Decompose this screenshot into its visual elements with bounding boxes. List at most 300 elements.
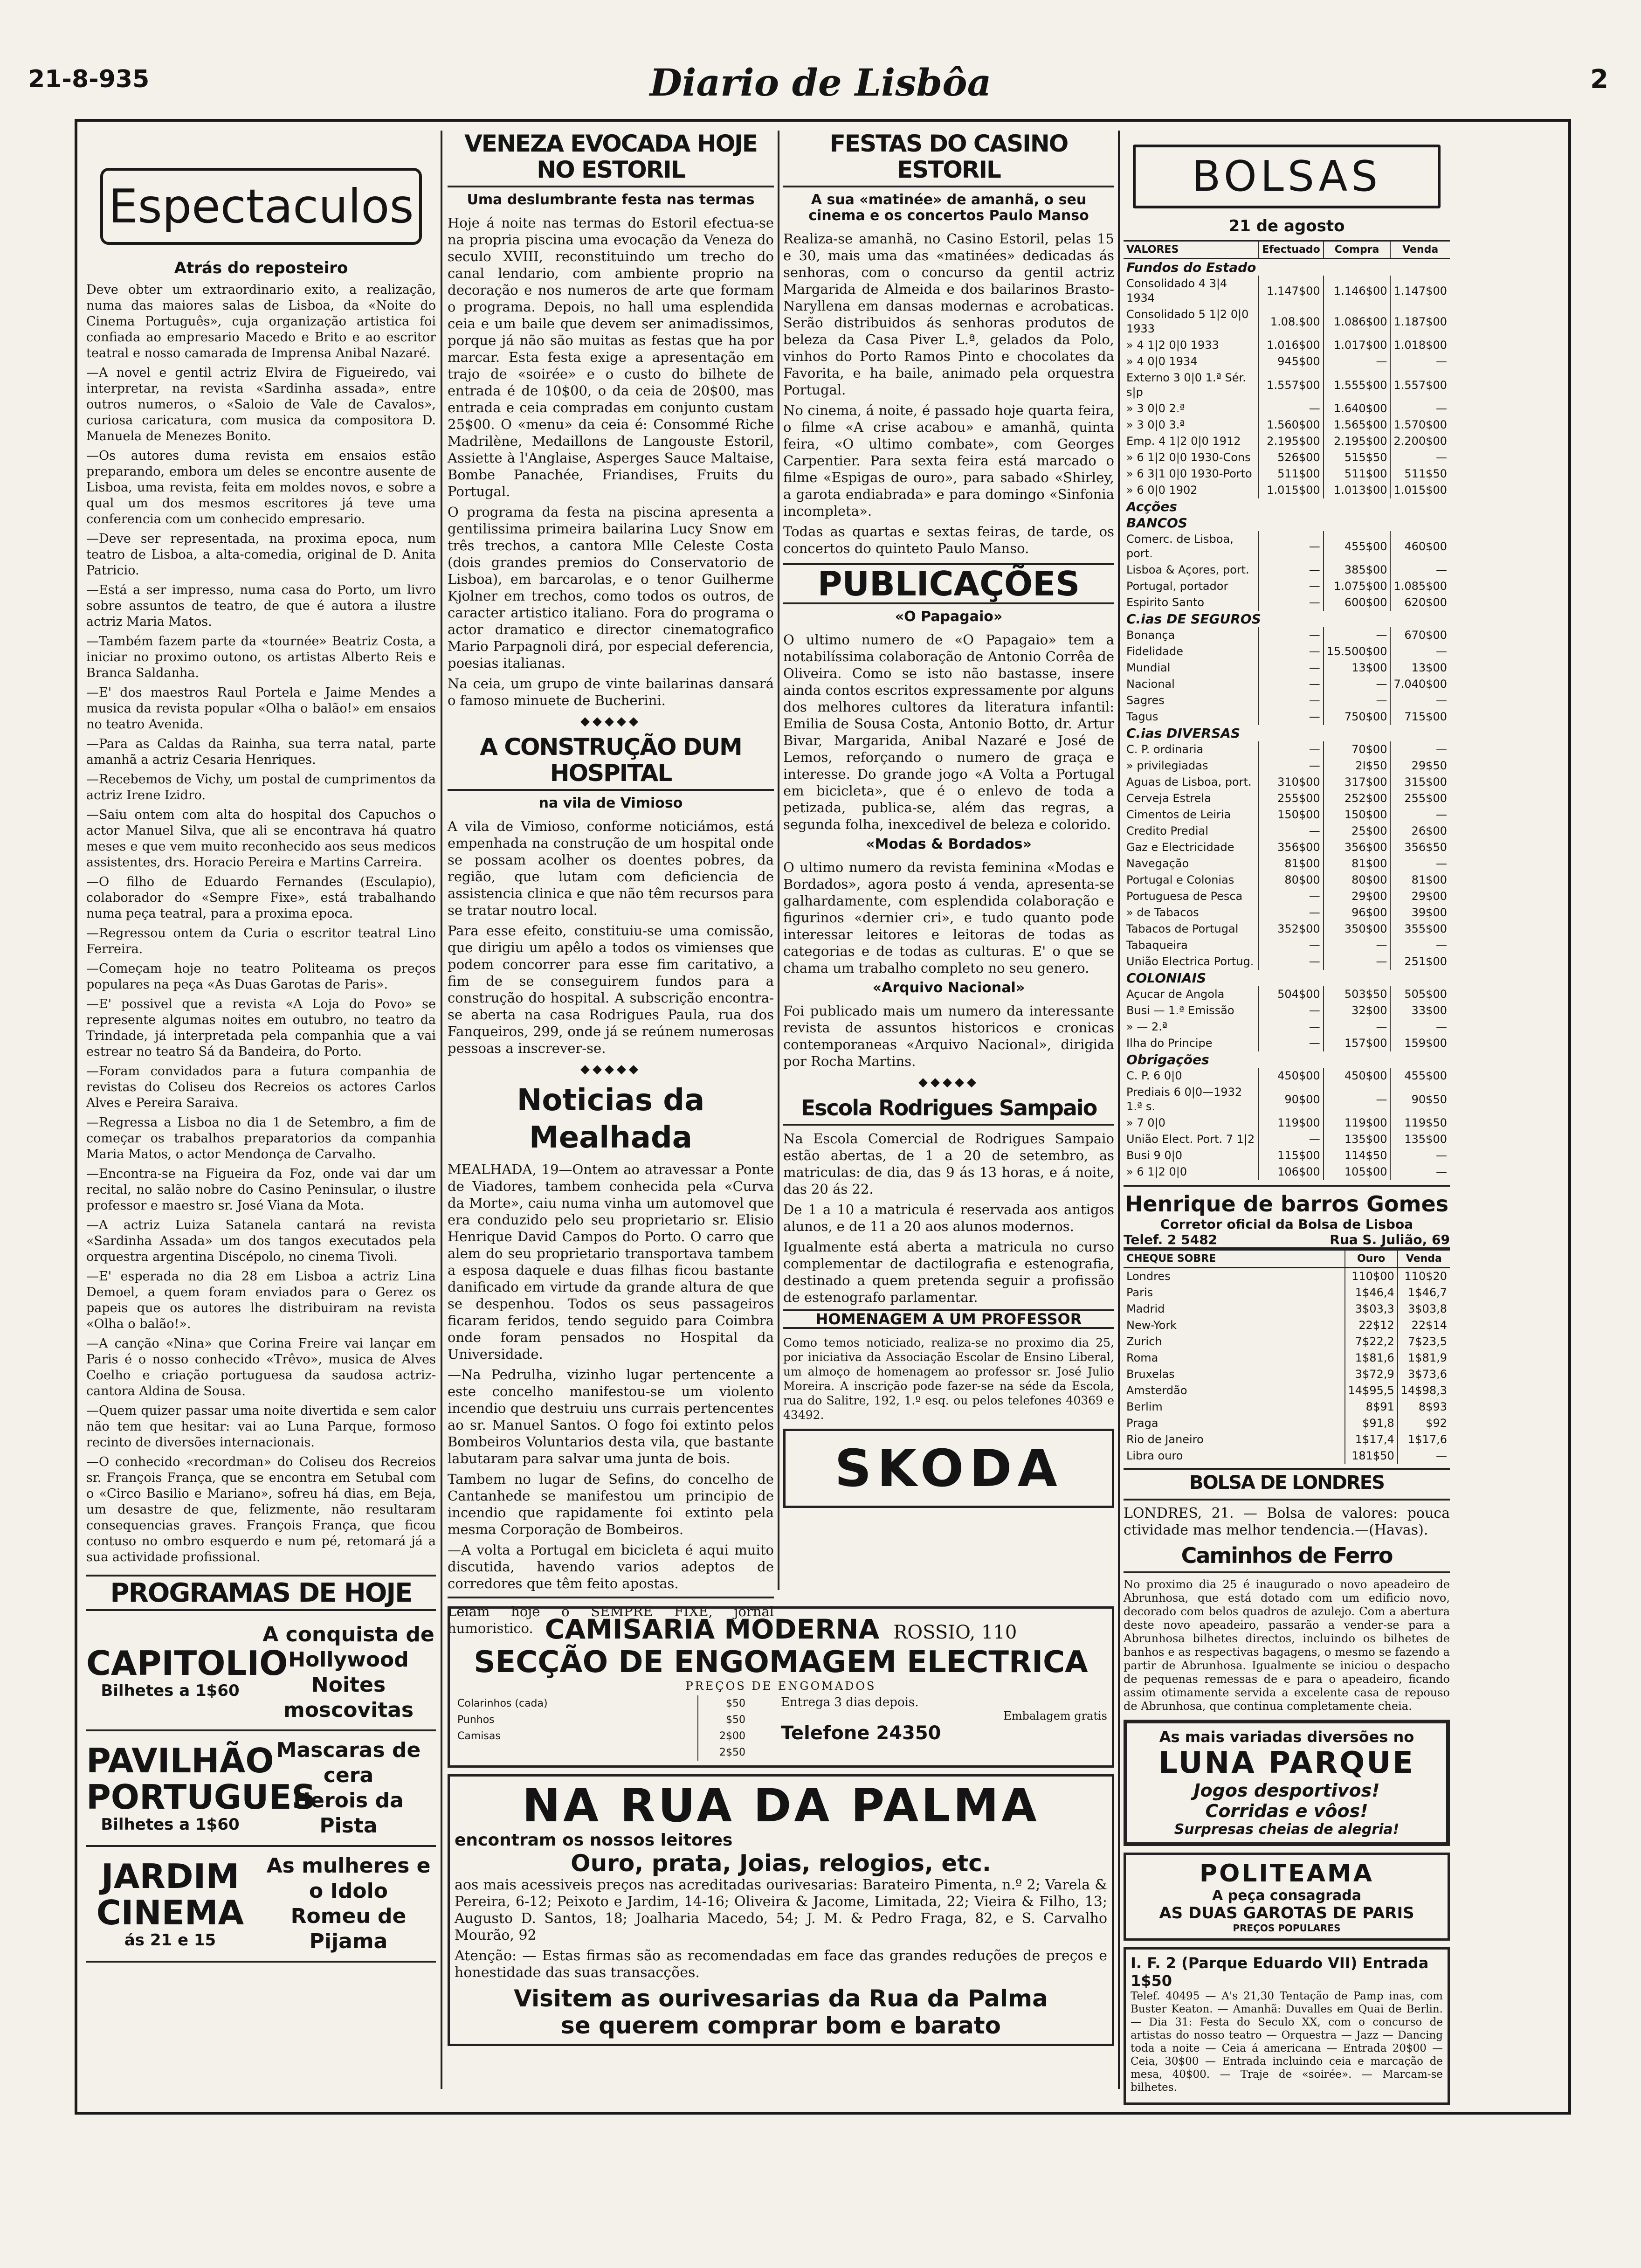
security-name: » 3 0|0 2.ª bbox=[1126, 402, 1185, 415]
table-row bbox=[1124, 758, 1450, 774]
column-header: Compra bbox=[1324, 241, 1391, 259]
security-name: Consolidado 4 3|4 1934 bbox=[1126, 277, 1227, 304]
camisaria-address: ROSSIO, 110 bbox=[893, 1622, 1017, 1643]
table-row bbox=[1124, 1334, 1450, 1350]
luna-line: Corridas e vôos! bbox=[1205, 1801, 1368, 1821]
price-cell: — bbox=[1324, 627, 1391, 643]
cinema-block bbox=[86, 1858, 254, 1950]
price-cell: 90$50 bbox=[1390, 1084, 1450, 1115]
publication-text: O ultimo numero de «O Papagaio» tem a notabilíssima colaboração de Antonio Corrêa de Oliveira. Como se isto não bastasse, insere ainda contos escritos expressamente por alguns dos melhores cultores da literatura infantil: Emilia de Sousa Costa, Antonio Botto, dr. Artur Bivar, Margarida, Anibal Nazaré e José de Lemos, reforçando o numero de graça e interesse. Do grande jogo «A Volta a Portugal em bicicleta», que é o enlevo de toda a petizada, publica-se, além das regras, a segunda folha, inexcedivel de beleza e colorido. bbox=[783, 632, 1114, 832]
table-row bbox=[1124, 1431, 1450, 1448]
price-row bbox=[455, 1695, 748, 1712]
article-body bbox=[448, 818, 774, 1057]
price-cell: 1.086$00 bbox=[1324, 306, 1391, 337]
security-name: Portuguesa de Pesca bbox=[1126, 890, 1243, 903]
price-cell: 33$00 bbox=[1390, 1003, 1450, 1019]
price-cell: 505$00 bbox=[1390, 986, 1450, 1003]
city-name: Londres bbox=[1126, 1270, 1171, 1283]
price-cell: — bbox=[1259, 692, 1323, 709]
column-news-2 bbox=[783, 131, 1114, 1599]
rate-cell: 8$93 bbox=[1398, 1399, 1450, 1415]
security-name: » 6 0|0 1902 bbox=[1126, 484, 1198, 497]
security-name: Lisboa & Açores, port. bbox=[1126, 563, 1249, 576]
rate-cell: 110$00 bbox=[1345, 1268, 1398, 1285]
city-name: Berlim bbox=[1126, 1400, 1163, 1413]
table-row bbox=[1124, 1148, 1450, 1164]
deck: Uma deslumbrante festa nas termas bbox=[467, 192, 755, 208]
price-cell: 750$00 bbox=[1324, 709, 1391, 725]
broker-contact bbox=[1124, 1232, 1450, 1249]
ornament-divider: ◆◆◆◆◆ bbox=[580, 714, 641, 728]
paragraph: —Recebemos de Vichy, um postal de cumprimentos da actriz Irene Izidro. bbox=[86, 772, 436, 802]
price-cell: 70$00 bbox=[1324, 741, 1391, 758]
price-cell: 105$00 bbox=[1324, 1164, 1391, 1180]
price-cell: 1.555$00 bbox=[1324, 370, 1391, 401]
section-row bbox=[1124, 498, 1450, 515]
security-name: » 6 1|2 0|0 1930-Cons bbox=[1126, 451, 1251, 464]
security-name: » 6 3|1 0|0 1930-Porto bbox=[1126, 467, 1252, 480]
price-cell: — bbox=[1324, 353, 1391, 370]
column-header: Venda bbox=[1390, 241, 1450, 259]
rate-cell: 7$22,2 bbox=[1345, 1334, 1398, 1350]
section-name: C.ias DE SEGUROS bbox=[1126, 611, 1261, 627]
price-cell: 29$00 bbox=[1324, 888, 1391, 905]
table-row bbox=[1124, 1035, 1450, 1051]
cinema-price: Bilhetes a 1$60 bbox=[101, 1681, 240, 1700]
cinema-block bbox=[86, 1644, 288, 1700]
cinema-listing bbox=[86, 1731, 436, 1847]
table-row bbox=[1124, 1068, 1450, 1084]
deck: A sua «matinée» de amanhã, o seu cinema e os concertos Paulo Manso bbox=[808, 192, 1089, 224]
security-name: Portugal, portador bbox=[1126, 580, 1228, 593]
column-header: Venda bbox=[1398, 1250, 1450, 1268]
price-cell: 1.557$00 bbox=[1390, 370, 1450, 401]
masthead-title: Diario de Lisbôa bbox=[649, 61, 992, 104]
skoda-advert: SKODA bbox=[783, 1429, 1114, 1508]
paragraph: —Saiu ontem com alta do hospital dos Capuchos o actor Manuel Silva, que ali se encontrava há quatro meses e que vem muito reconhecido aos seus medicos assistentes, drs. Horacio Pereira e Martins Carreira. bbox=[86, 808, 436, 870]
column-rule bbox=[1118, 131, 1120, 2089]
price-cell: 670$00 bbox=[1390, 627, 1450, 643]
column-header: Efectuado bbox=[1259, 241, 1323, 259]
security-name: Credito Predial bbox=[1126, 824, 1208, 837]
price-list bbox=[455, 1695, 748, 1761]
price-cell: — bbox=[1390, 401, 1450, 417]
rate-cell: — bbox=[1398, 1448, 1450, 1464]
headline: BOLSA DE LONDRES bbox=[1124, 1468, 1450, 1500]
security-name: » 3 0|0 3.ª bbox=[1126, 418, 1185, 431]
security-name: Navegação bbox=[1126, 857, 1189, 870]
paragraph: —A novel e gentil actriz Elvira de Figueiredo, vai interpretar, na revista «Sardinha assada», entre outros numeros, o «Saloio de Vale de Cavalos», curiosa caricatura, com musica da compositora D. Manuela de Menezes Bonito. bbox=[86, 366, 436, 443]
security-name: » 4 1|2 0|0 1933 bbox=[1126, 339, 1219, 352]
table-row bbox=[1124, 337, 1450, 353]
security-name: Fidelidade bbox=[1126, 645, 1184, 658]
table-row bbox=[1124, 353, 1450, 370]
table-row bbox=[1124, 692, 1450, 709]
film-title: A conquista de Hollywood bbox=[262, 1623, 434, 1672]
price-cell: — bbox=[1390, 937, 1450, 954]
price-cell: 2.200$00 bbox=[1390, 433, 1450, 449]
price-cell: — bbox=[1390, 643, 1450, 660]
publication-text: Foi publicado mais um numero da interessante revista de assuntos historicos e cronicas contemporaneas «Arquivo Nacional», dirigida por Rocha Martins. bbox=[783, 1003, 1114, 1069]
security-name: Açucar de Angola bbox=[1126, 988, 1225, 1001]
palma-text: aos mais acessiveis preços nas acreditadas ourivesarias: Barateiro Pimenta, n.º 2; Varela & Pereira, 6-12; Peixoto e Jardim, 14-16; Oliveira & Jacome, Limitada, 22; Vieira & Filho, 13; Augusto D. Santos, 18; Joalharia Macedo, 54; J. M. & Pedro Fraga, 82, e S. Carvalho Mourão, 92 bbox=[455, 1877, 1107, 1943]
headline: FESTAS DO CASINO ESTORIL bbox=[783, 131, 1114, 187]
price-cell: — bbox=[1390, 1164, 1450, 1180]
city-name: Roma bbox=[1126, 1351, 1158, 1364]
article-body bbox=[783, 230, 1114, 557]
table-row bbox=[1124, 1164, 1450, 1180]
paragraph: Na Escola Comercial de Rodrigues Sampaio estão abertas, de 1 a 20 de setembro, as matriculas: de dia, das 9 ás 13 horas, e á noite, das 20 ás 22. bbox=[783, 1131, 1114, 1197]
price-cell: 317$00 bbox=[1324, 774, 1391, 790]
price-cell: — bbox=[1390, 1019, 1450, 1035]
price-cell: 715$00 bbox=[1390, 709, 1450, 725]
table-row bbox=[1124, 1084, 1450, 1115]
table-row bbox=[1124, 905, 1450, 921]
price-cell: 81$00 bbox=[1324, 856, 1391, 872]
price-cell: 25$00 bbox=[1324, 823, 1391, 839]
price-cell: — bbox=[1259, 709, 1323, 725]
security-name: Aguas de Lisboa, port. bbox=[1126, 775, 1252, 788]
table-row bbox=[1124, 921, 1450, 937]
table-row bbox=[1124, 709, 1450, 725]
column-bolsas bbox=[1124, 131, 1450, 2094]
palma-footer: se querem comprar bom e barato bbox=[561, 2012, 1001, 2039]
price-cell: 1.560$00 bbox=[1259, 417, 1323, 433]
paragraph: —Os autores duma revista em ensaios estão preparando, embora um deles se encontre ausente de Lisboa, uma revista, feita em moldes novos, e sobre a qual um dos mesmos escritores já teve uma conferencia com um conhecido empresario. bbox=[86, 449, 436, 526]
price-cell: — bbox=[1259, 758, 1323, 774]
price-cell: — bbox=[1324, 1084, 1391, 1115]
palma-subtitle: encontram os nossos leitores bbox=[455, 1831, 733, 1850]
security-name: Emp. 4 1|2 0|0 1912 bbox=[1126, 435, 1241, 448]
price-cell: — bbox=[1324, 937, 1391, 954]
section-row bbox=[1124, 259, 1450, 276]
price-cell: 2.195$00 bbox=[1324, 433, 1391, 449]
security-name: Bonança bbox=[1126, 629, 1175, 642]
price-cell: 1.015$00 bbox=[1390, 482, 1450, 498]
city-name: Zurich bbox=[1126, 1335, 1162, 1348]
film-title: Mascaras de cera bbox=[276, 1738, 421, 1787]
item-price: $50 bbox=[698, 1695, 748, 1712]
headline: Noticias da Mealhada bbox=[517, 1083, 705, 1155]
table-row bbox=[1124, 276, 1450, 306]
price-cell: — bbox=[1259, 1131, 1323, 1148]
security-name: Tabacos de Portugal bbox=[1126, 922, 1239, 935]
bolsas-date: 21 de agosto bbox=[1228, 217, 1345, 235]
table-row bbox=[1124, 482, 1450, 498]
price-cell: 119$00 bbox=[1259, 1115, 1323, 1131]
city-name: Madrid bbox=[1126, 1302, 1165, 1315]
table-row bbox=[1124, 1317, 1450, 1334]
price-cell: 455$00 bbox=[1390, 1068, 1450, 1084]
security-name: Espirito Santo bbox=[1126, 596, 1205, 609]
security-name: » de Tabacos bbox=[1126, 906, 1199, 919]
table-row bbox=[1124, 578, 1450, 595]
bottom-adverts bbox=[448, 1606, 1114, 2105]
headline: Atrás do reposteiro bbox=[174, 259, 348, 277]
paragraph: MEALHADA, 19—Ontem ao atravessar a Ponte de Viadores, tambem conhecida pela «Curva da Morte», caiu numa vinha um automovel que era conduzido pelo seu proprietario sr. Elisio Henrique David Campos do Porto. O carro que alem do seu proprietario transportava tambem a esposa daquele e duas filhas ficou bastante danificado em virtude da grande altura de que se despenhou. Todos os seus passageiros ficaram feridos, tendo seguido para Coimbra onde foram pensados no Hospital da Universidade. bbox=[448, 1162, 774, 1362]
price-cell: 455$00 bbox=[1324, 531, 1391, 562]
politeama-advert bbox=[1124, 1853, 1450, 1941]
security-name: Portugal e Colonias bbox=[1126, 873, 1234, 886]
column-rule bbox=[778, 131, 779, 1590]
column-rule bbox=[441, 131, 442, 2089]
price-cell: 119$00 bbox=[1324, 1115, 1391, 1131]
section-row bbox=[1124, 611, 1450, 627]
price-cell: — bbox=[1259, 401, 1323, 417]
table-row bbox=[1124, 466, 1450, 482]
palma-attention: Atenção: — Estas firmas são as recomendadas em face das grandes reduções de preços e honestidade das suas transacções. bbox=[455, 1948, 1107, 1981]
column-header: CHEQUE SOBRE bbox=[1124, 1250, 1345, 1268]
politeama-name: POLITEAMA bbox=[1199, 1860, 1374, 1888]
broker-subtitle: Corretor oficial da Bolsa de Lisboa bbox=[1160, 1217, 1413, 1232]
price-cell: 450$00 bbox=[1259, 1068, 1323, 1084]
paragraph: —Regressa a Lisboa no dia 1 de Setembro, a fim de começar os trabalhos preparatorios da companhia Maria Matos, o actor Mendonça de Carvalho. bbox=[86, 1115, 436, 1162]
rate-cell: 14$95,5 bbox=[1345, 1383, 1398, 1399]
rate-cell: 1$17,4 bbox=[1345, 1431, 1398, 1448]
paragraph: —Deve ser representada, na proxima epoca, num teatro de Lisboa, a alta-comedia, original de D. Anita Patricio. bbox=[86, 532, 436, 578]
price-cell: 29$00 bbox=[1390, 888, 1450, 905]
price-cell: — bbox=[1390, 449, 1450, 466]
price-cell: — bbox=[1259, 1019, 1323, 1035]
cheque-table bbox=[1124, 1249, 1450, 1464]
price-cell: 2.195$00 bbox=[1259, 433, 1323, 449]
cinema-name: PAVILHÃO PORTUGUES bbox=[86, 1741, 316, 1817]
item-price: $50 bbox=[698, 1712, 748, 1728]
publication-title: «O Papagaio» bbox=[895, 608, 1003, 625]
ornament-divider: ◆◆◆◆◆ bbox=[580, 1062, 641, 1076]
security-name: C. P. 6 0|0 bbox=[1126, 1069, 1182, 1082]
security-name: » privilegiadas bbox=[1126, 759, 1208, 772]
paragraph: —A actriz Luiza Satanela cantará na revista «Sardinha Assada» um dos tangos executados pela orquestra argentina Discépolo, no cinema Tivoli. bbox=[86, 1218, 436, 1264]
paragraph: —Está a ser impresso, numa casa do Porto, um livro sobre assuntos de teatro, de que é autora a ilustre actriz Maria Matos. bbox=[86, 583, 436, 629]
rate-cell: 1$46,7 bbox=[1398, 1285, 1450, 1301]
paragraph: A vila de Vimioso, conforme noticiámos, está empenhada na construção de um hospital onde se possam acolher os doentes pobres, da região, que lutam com deficiencia de assistencia clinica e que não têm recursos para se tratar noutro local. bbox=[448, 818, 774, 918]
price-cell: 135$00 bbox=[1324, 1131, 1391, 1148]
security-name: » 7 0|0 bbox=[1126, 1116, 1165, 1129]
paragraph: Realiza-se amanhã, no Casino Estoril, pelas 15 e 30, mais uma das «matinées» dedicadas ás senhoras, com o concurso da gentil actriz Margarida de Almeida e dos bailarinos Brasto-Naryllena em dansas modernas e acrobaticas. Serão distribuidos ás senhoras produtos de beleza da Casa Piver L.ª, gelados da Polo, vinhos do Porto Ramos Pinto e chocolates da Favorita, e ha baile, animado pela orquestra Portugal. bbox=[783, 231, 1114, 398]
price-row bbox=[455, 1712, 748, 1728]
rate-cell: 3$73,6 bbox=[1398, 1366, 1450, 1383]
publication-text: O ultimo numero da revista feminina «Modas e Bordados», agora posto á venda, apresenta-se galhardamente, com esplendida colaboração e figurinos «dernier cri», e tudo quanto pode interessar leitores e leitoras de todas as categorias e de todas as culturas. E' o que se chama um trabalho completo no seu genero. bbox=[783, 859, 1114, 976]
price-cell: 13$00 bbox=[1390, 660, 1450, 676]
price-cell: 251$00 bbox=[1390, 954, 1450, 970]
price-cell: — bbox=[1390, 1148, 1450, 1164]
security-name: Tagus bbox=[1126, 710, 1158, 723]
broker-phone: Telef. 2 5482 bbox=[1124, 1232, 1218, 1247]
camisaria-advert bbox=[448, 1606, 1114, 1768]
price-cell: 1.147$00 bbox=[1390, 276, 1450, 306]
rate-cell: 181$50 bbox=[1345, 1448, 1398, 1464]
city-name: Bruxelas bbox=[1126, 1368, 1175, 1381]
paragraph: —Quem quizer passar uma noite divertida e sem calor não tem que hesitar: vai ao Luna Parque, formoso recinto de diversões internacionais. bbox=[86, 1404, 436, 1450]
price-cell: — bbox=[1390, 741, 1450, 758]
camisaria-note: Embalagem gratis bbox=[1003, 1709, 1107, 1722]
paragraph: —E' possivel que a revista «A Loja do Povo» se represente algumas noites em outubro, no teatro da Trindade, já interpretada pela companhia que a vai estrear no teatro Sá da Bandeira, do Porto. bbox=[86, 997, 436, 1059]
paragraph: Igualmente está aberta a matricula no curso complementar de dactilografia e estenografia, destinado a quem pretenda seguir a profissão de estenografo parlamentar. bbox=[783, 1239, 1114, 1305]
table-row bbox=[1124, 839, 1450, 856]
cinema-films bbox=[261, 1738, 436, 1839]
politeama-line: A peça consagrada bbox=[1212, 1888, 1362, 1904]
price-cell: 255$00 bbox=[1259, 790, 1323, 807]
price-cell: 1.085$00 bbox=[1390, 578, 1450, 595]
price-cell: 7.040$00 bbox=[1390, 676, 1450, 692]
price-cell: — bbox=[1259, 578, 1323, 595]
price-cell: 252$00 bbox=[1324, 790, 1391, 807]
politeama-line: PREÇOS POPULARES bbox=[1233, 1922, 1341, 1934]
rate-cell: $92 bbox=[1398, 1415, 1450, 1431]
section-name: Obrigações bbox=[1126, 1052, 1209, 1067]
price-cell: — bbox=[1390, 562, 1450, 578]
cinema-listing bbox=[86, 1616, 436, 1731]
article-body bbox=[448, 1161, 774, 1592]
price-cell: — bbox=[1259, 741, 1323, 758]
headline: Escola Rodrigues Sampaio bbox=[783, 1095, 1114, 1126]
film-title: Romeu de Pijama bbox=[290, 1904, 407, 1953]
table-row bbox=[1124, 741, 1450, 758]
headline: Caminhos de Ferro bbox=[1124, 1542, 1450, 1573]
table-row bbox=[1124, 417, 1450, 433]
price-cell: 13$00 bbox=[1324, 660, 1391, 676]
price-cell: 511$50 bbox=[1390, 466, 1450, 482]
section-row bbox=[1124, 1051, 1450, 1068]
column-news-1 bbox=[448, 130, 774, 1636]
price-cell: — bbox=[1324, 954, 1391, 970]
footnote: Leiam hoje o SEMPRE FIXE, jornal humoristico. bbox=[448, 1604, 774, 1636]
price-cell: 1.557$00 bbox=[1259, 370, 1323, 401]
bolsas-title: BOLSAS bbox=[1192, 152, 1382, 201]
city-name: New-York bbox=[1126, 1319, 1177, 1332]
table-row bbox=[1124, 1019, 1450, 1035]
price-cell: — bbox=[1259, 905, 1323, 921]
price-cell: 1.146$00 bbox=[1324, 276, 1391, 306]
paragraph: —Regressou ontem da Curia o escritor teatral Lino Ferreira. bbox=[86, 926, 436, 956]
paragraph: No cinema, á noite, é passado hoje quarta feira, o filme «A crise acabou» e amanhã, quinta feira, «O ultimo combate», com Georges Carpentier. Para sexta feira está marcado o filme «Espigas de ouro», para sabado «Shirley, a garota endiabrada» e para domingo «Sinfonia incompleta». bbox=[783, 402, 1114, 519]
table-row bbox=[1124, 370, 1450, 401]
luna-parque-advert bbox=[1124, 1720, 1450, 1846]
programas-title: PROGRAMAS DE HOJE bbox=[86, 1575, 436, 1611]
price-cell: 511$00 bbox=[1324, 466, 1391, 482]
politeama-line: AS DUAS GAROTAS DE PARIS bbox=[1159, 1904, 1414, 1922]
price-cell: — bbox=[1259, 562, 1323, 578]
if2-advert bbox=[1124, 1947, 1450, 2105]
price-cell: 1.017$00 bbox=[1324, 337, 1391, 353]
price-cell: 945$00 bbox=[1259, 353, 1323, 370]
security-name: Cerveja Estrela bbox=[1126, 792, 1211, 805]
price-cell: 157$00 bbox=[1324, 1035, 1391, 1051]
column-espectaculos bbox=[86, 131, 436, 2089]
price-cell: — bbox=[1259, 660, 1323, 676]
if2-text: Telef. 40495 — A's 21,30 Tentação de Pamp inas, com Buster Keaton. — Amanhã: Duvalles em Quai de Berlin. — Dia 31: Festa do Seculo XX, com o concurso de artistas do nosso teatro — Orquestra — Jazz — Dancing toda a noite — Ceia á americana — Entrada 20$00 — Ceia, 30$00 — Entrada incluindo ceia e marcação de mesa, 40$00. — Traje de «soirée». — Marcam-se bilhetes. bbox=[1131, 1990, 1443, 2094]
price-cell: 352$00 bbox=[1259, 921, 1323, 937]
luna-name: LUNA PARQUE bbox=[1158, 1746, 1415, 1780]
price-cell: — bbox=[1259, 531, 1323, 562]
masthead-date: 21-8-935 bbox=[28, 65, 150, 93]
security-name: Externo 3 0|0 1.ª Sér. s|p bbox=[1126, 371, 1246, 399]
section-title: Espectaculos bbox=[108, 179, 414, 234]
rate-cell: 3$03,3 bbox=[1345, 1301, 1398, 1317]
price-cell: 504$00 bbox=[1259, 986, 1323, 1003]
price-cell: 620$00 bbox=[1390, 595, 1450, 611]
price-cell: 310$00 bbox=[1259, 774, 1323, 790]
headline: VENEZA EVOCADA HOJE NO ESTORIL bbox=[448, 131, 774, 187]
rate-cell: 1$46,4 bbox=[1345, 1285, 1398, 1301]
table-row bbox=[1124, 1383, 1450, 1399]
table-row bbox=[1124, 872, 1450, 888]
camisaria-prices-label: PREÇOS DE ENGOMADOS bbox=[685, 1680, 876, 1693]
price-cell: 135$00 bbox=[1390, 1131, 1450, 1148]
paragraph: O programa da festa na piscina apresenta a gentilissima primeira bailarina Lucy Snow em três trechos, a cantora Mlle Celeste Costa (dois grandes premios do Conservatorio de Lisboa), em barcarolas, e o tenor Guilherme Kjolner em trechos, como todos os outros, de caracter artistico italiano. Fora do programa o actor dramatico e director cinematografico Mario Parpagnoli dirá, por especial deferencia, poesias italianas. bbox=[448, 504, 774, 671]
cinema-name: JARDIM CINEMA bbox=[96, 1857, 244, 1932]
headline: A CONSTRUÇÃO DUM HOSPITAL bbox=[448, 734, 774, 791]
security-name: Prediais 6 0|0—1932 1.ª s. bbox=[1126, 1086, 1242, 1113]
city-name: Praga bbox=[1126, 1417, 1158, 1430]
price-cell: 106$00 bbox=[1259, 1164, 1323, 1180]
price-cell: — bbox=[1259, 1003, 1323, 1019]
paragraph: —E' dos maestros Raul Portela e Jaime Mendes a musica da revista popular «Olha o balão!» em ensaios no teatro Avenida. bbox=[86, 685, 436, 732]
palma-footer: Visitem as ourivesarias da Rua da Palma bbox=[514, 1985, 1048, 2012]
price-cell: 356$00 bbox=[1259, 839, 1323, 856]
table-row bbox=[1124, 531, 1450, 562]
table-row bbox=[1124, 1268, 1450, 1285]
table-row bbox=[1124, 1366, 1450, 1383]
table-row bbox=[1124, 1131, 1450, 1148]
rua-da-palma-advert bbox=[448, 1774, 1114, 2046]
price-cell: 114$50 bbox=[1324, 1148, 1391, 1164]
column-header: Ouro bbox=[1345, 1250, 1398, 1268]
luna-line: As mais variadas diversões no bbox=[1159, 1728, 1414, 1746]
city-name: Rio de Janeiro bbox=[1126, 1433, 1204, 1446]
section-title-box bbox=[100, 168, 422, 245]
table-row bbox=[1124, 1285, 1450, 1301]
paragraph: —A canção «Nina» que Corina Freire vai lançar em Paris é o nosso conhecido «Trêvo», musica de Alves Coelho e criação portuguesa da saudosa actriz-cantora Aldina de Sousa. bbox=[86, 1336, 436, 1398]
ornament-divider: ◆◆◆◆◆ bbox=[918, 1075, 979, 1089]
price-cell: 15.500$00 bbox=[1324, 643, 1391, 660]
table-row bbox=[1124, 433, 1450, 449]
cinema-films bbox=[261, 1853, 436, 1954]
publicacoes-list bbox=[783, 609, 1114, 1070]
rate-cell: 22$12 bbox=[1345, 1317, 1398, 1334]
rate-cell: 1$81,6 bbox=[1345, 1350, 1398, 1366]
table-row bbox=[1124, 660, 1450, 676]
table-row bbox=[1124, 306, 1450, 337]
price-cell: — bbox=[1259, 1035, 1323, 1051]
deck: na vila de Vimioso bbox=[538, 795, 683, 811]
price-cell: 119$50 bbox=[1390, 1115, 1450, 1131]
rate-cell: 1$81,9 bbox=[1398, 1350, 1450, 1366]
paragraph: —O filho de Eduardo Fernandes (Esculapio), colaborador do «Sempre Fixe», está trabalhando numa peça teatral, para a proxima epoca. bbox=[86, 875, 436, 921]
cinema-listings bbox=[86, 1616, 436, 1963]
table-row bbox=[1124, 676, 1450, 692]
price-cell: 1.187$00 bbox=[1390, 306, 1450, 337]
item-name: Punhos bbox=[457, 1714, 495, 1726]
paragraph: Para esse efeito, constituiu-se uma comissão, que dirigiu um apêlo a todos os vimienses que podem concorrer para esse fim caritativo, a fim de se conseguirem fundos para a construção do hospital. A subscrição encontra-se aberta na casa Rodrigues Paula, rua dos Fanqueiros, 299, onde já se reúnem numerosas pessoas a inscrever-se. bbox=[448, 923, 774, 1056]
price-cell: 150$00 bbox=[1259, 807, 1323, 823]
table-row bbox=[1124, 627, 1450, 643]
price-cell: 150$00 bbox=[1324, 807, 1391, 823]
security-name: » — 2.ª bbox=[1126, 1020, 1168, 1033]
security-name: Comerc. de Lisboa, port. bbox=[1126, 532, 1234, 560]
price-cell: 1.147$00 bbox=[1259, 276, 1323, 306]
security-name: Mundial bbox=[1126, 661, 1171, 674]
table-row bbox=[1124, 1399, 1450, 1415]
price-cell: 115$00 bbox=[1259, 1148, 1323, 1164]
price-cell: 356$50 bbox=[1390, 839, 1450, 856]
paragraph: —Para as Caldas da Rainha, sua terra natal, parte amanhã a actriz Cesaria Henriques. bbox=[86, 737, 436, 767]
price-cell: 159$00 bbox=[1390, 1035, 1450, 1051]
cinema-block bbox=[86, 1741, 316, 1834]
rate-cell: 22$14 bbox=[1398, 1317, 1450, 1334]
city-name: Libra ouro bbox=[1126, 1449, 1183, 1462]
